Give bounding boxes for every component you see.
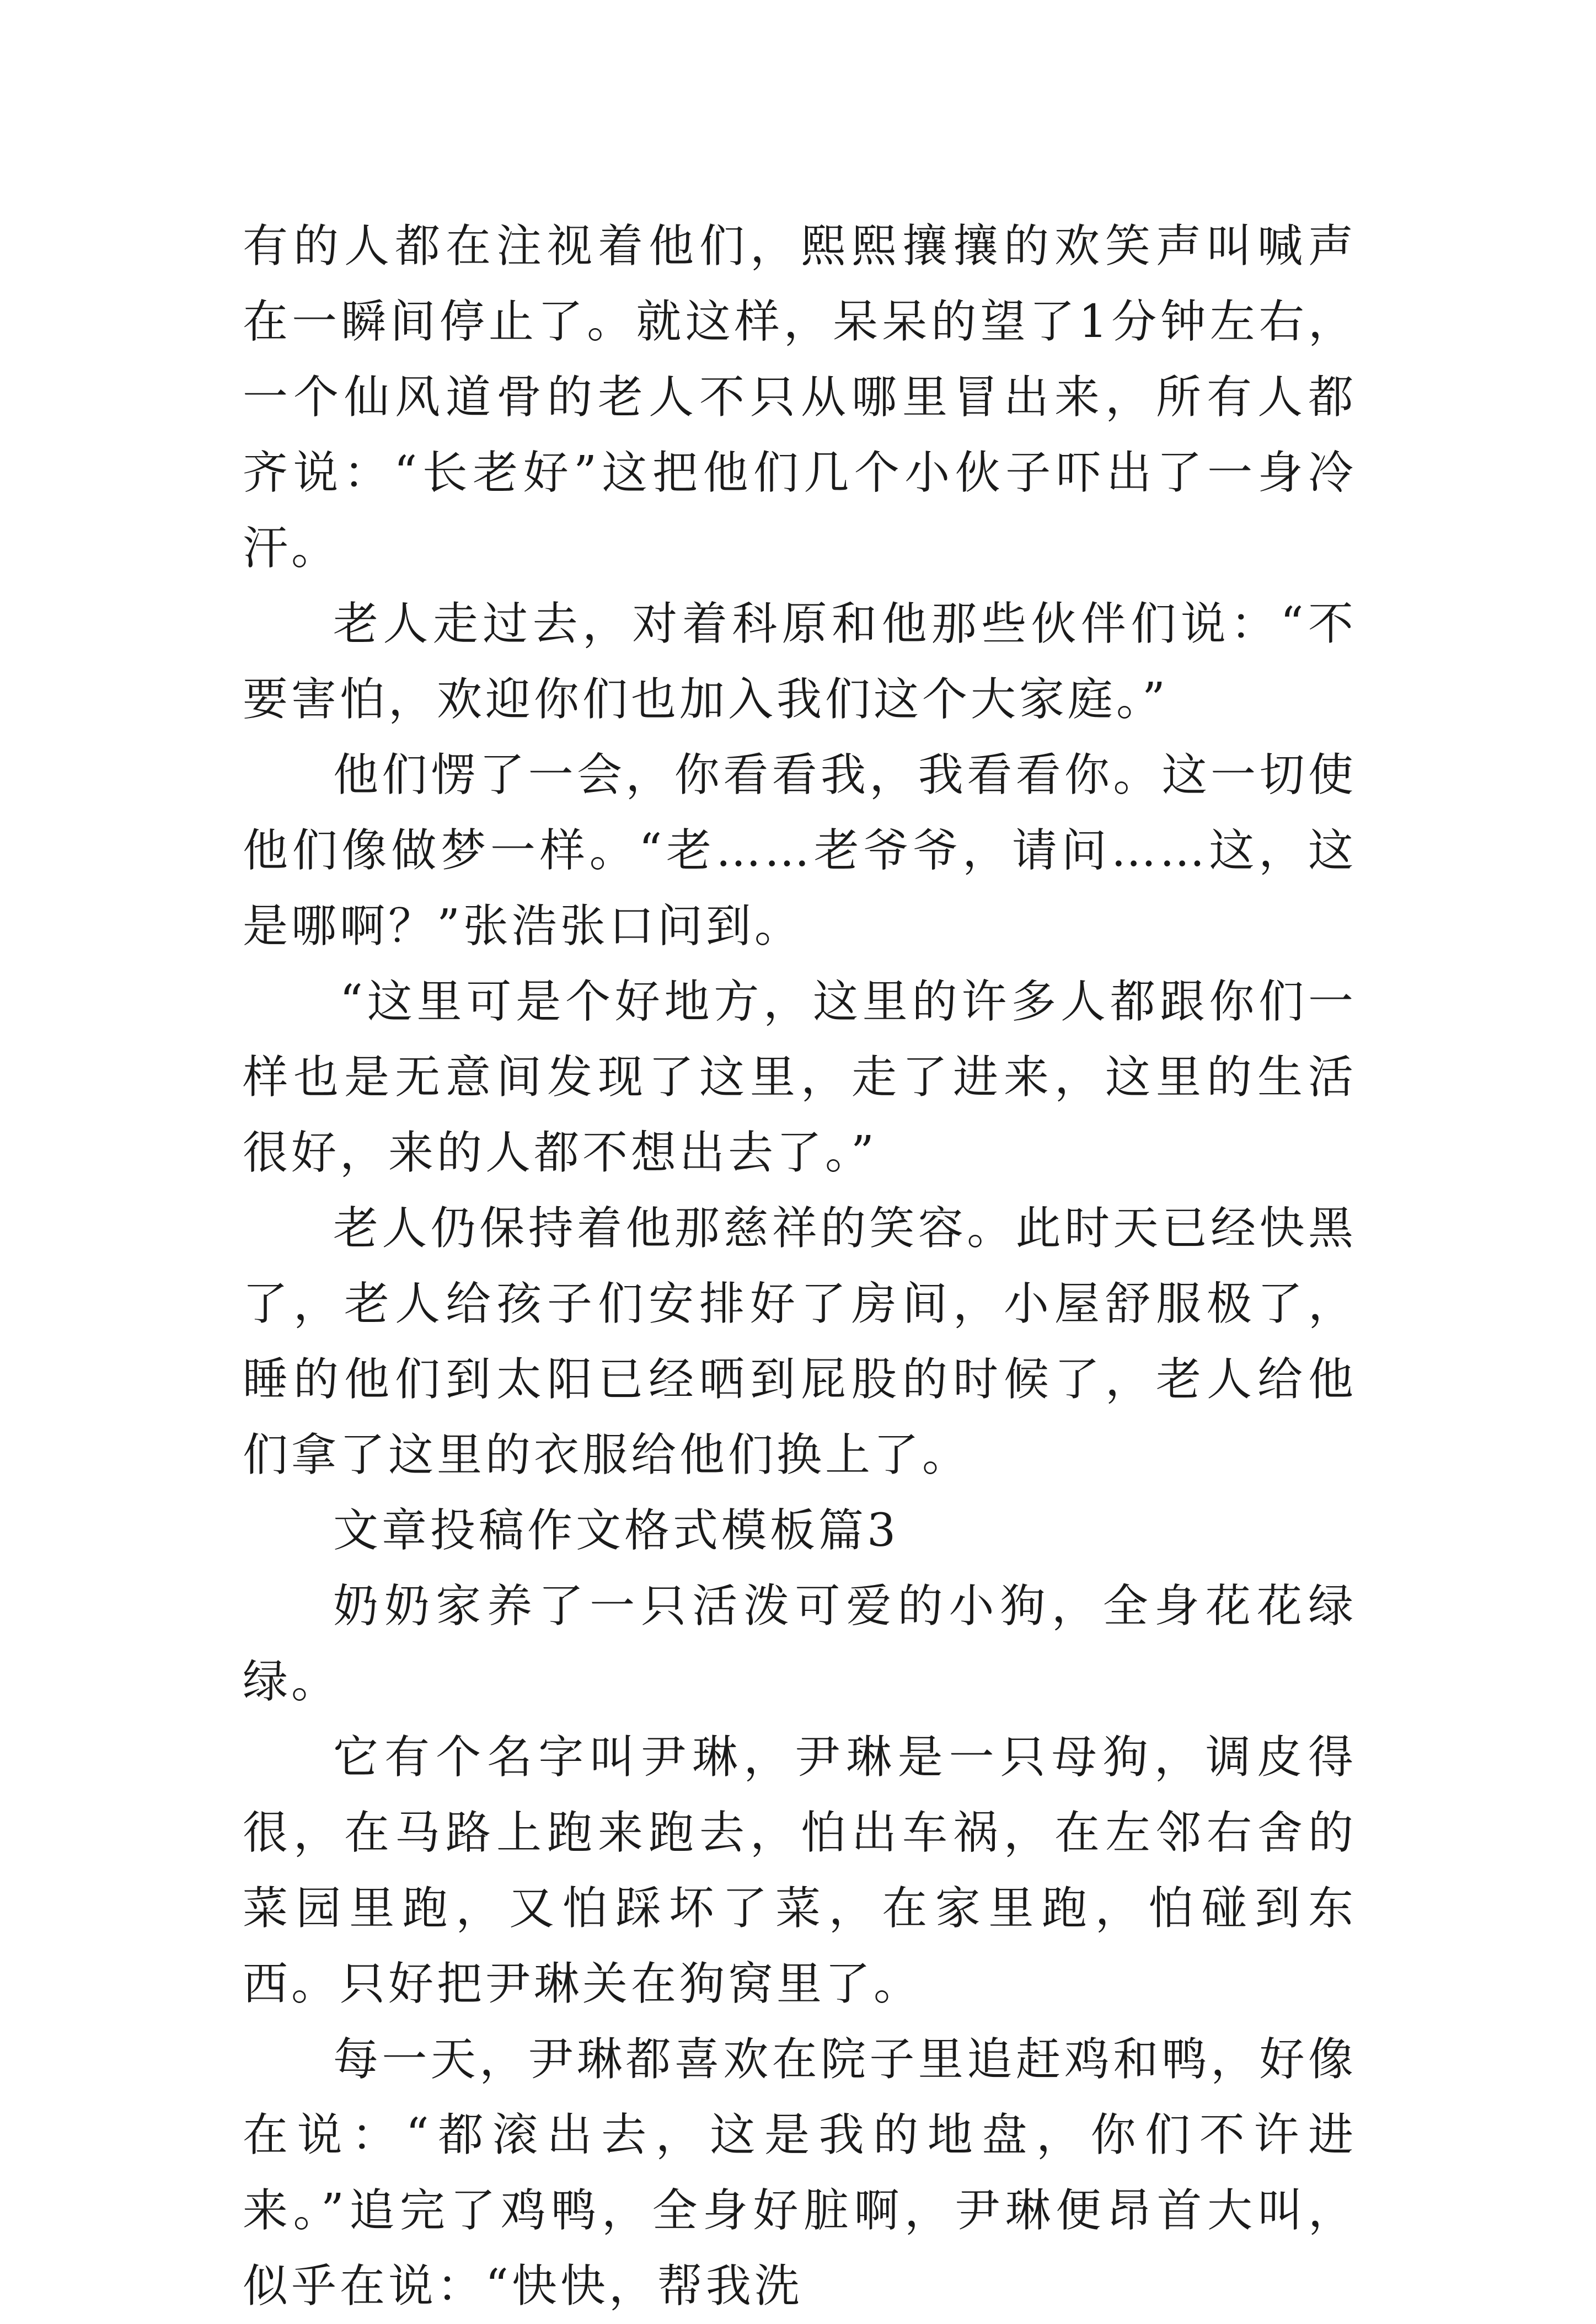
section-heading: 文章投稿作文格式模板篇3 (333, 1504, 899, 1557)
paragraph: “这里可是个好地方，这里的许多人都跟你们一样也是无意间发现了这里，走了进来，这里的生活很好，来的人都不想出去了。” (243, 976, 1357, 1179)
paragraph: 老人仍保持着他那慈祥的笑容。此时天已经快黑了，老人给孩子们安排好了房间，小屋舒服极了，睡的他们到太阳已经晒到屁股的时候了，老人给他们拿了这里的衣服给他们换上了。 (243, 1202, 1357, 1481)
paragraph: 有的人都在注视着他们，熙熙攘攘的欢笑声叫喊声在一瞬间停止了。就这样，呆呆的望了1分钟左右，一个仙风道骨的老人不只从哪里冒出来，所有人都齐说：“长老好”这把他们几个小伙子吓出了一身冷汗。 (243, 220, 1357, 575)
body-text (243, 208, 1357, 2324)
paragraph: 他们愣了一会，你看看我，我看看你。这一切使他们像做梦一样。“老……老爷爷，请问……这，这是哪啊？”张浩张口问到。 (243, 749, 1357, 952)
paragraph: 奶奶家养了一只活泼可爱的小狗，全身花花绿绿。 (243, 1580, 1357, 1708)
paragraph: 老人走过去，对着科原和他那些伙伴们说：“不要害怕，欢迎你们也加入我们这个大家庭。” (243, 598, 1357, 726)
paragraph: 每一天，尹琳都喜欢在院子里追赶鸡和鸭，好像在说：“都滚出去，这是我的地盘，你们不许进来。”追完了鸡鸭，全身好脏啊，尹琳便昂首大叫，似乎在说：“快快，帮我洗 (243, 2033, 1357, 2312)
paragraph: 它有个名字叫尹琳，尹琳是一只母狗，调皮得很，在马路上跑来跑去，怕出车祸，在左邻右舍的菜园里跑，又怕踩坏了菜，在家里跑，怕碰到东西。只好把尹琳关在狗窝里了。 (243, 1731, 1357, 2010)
